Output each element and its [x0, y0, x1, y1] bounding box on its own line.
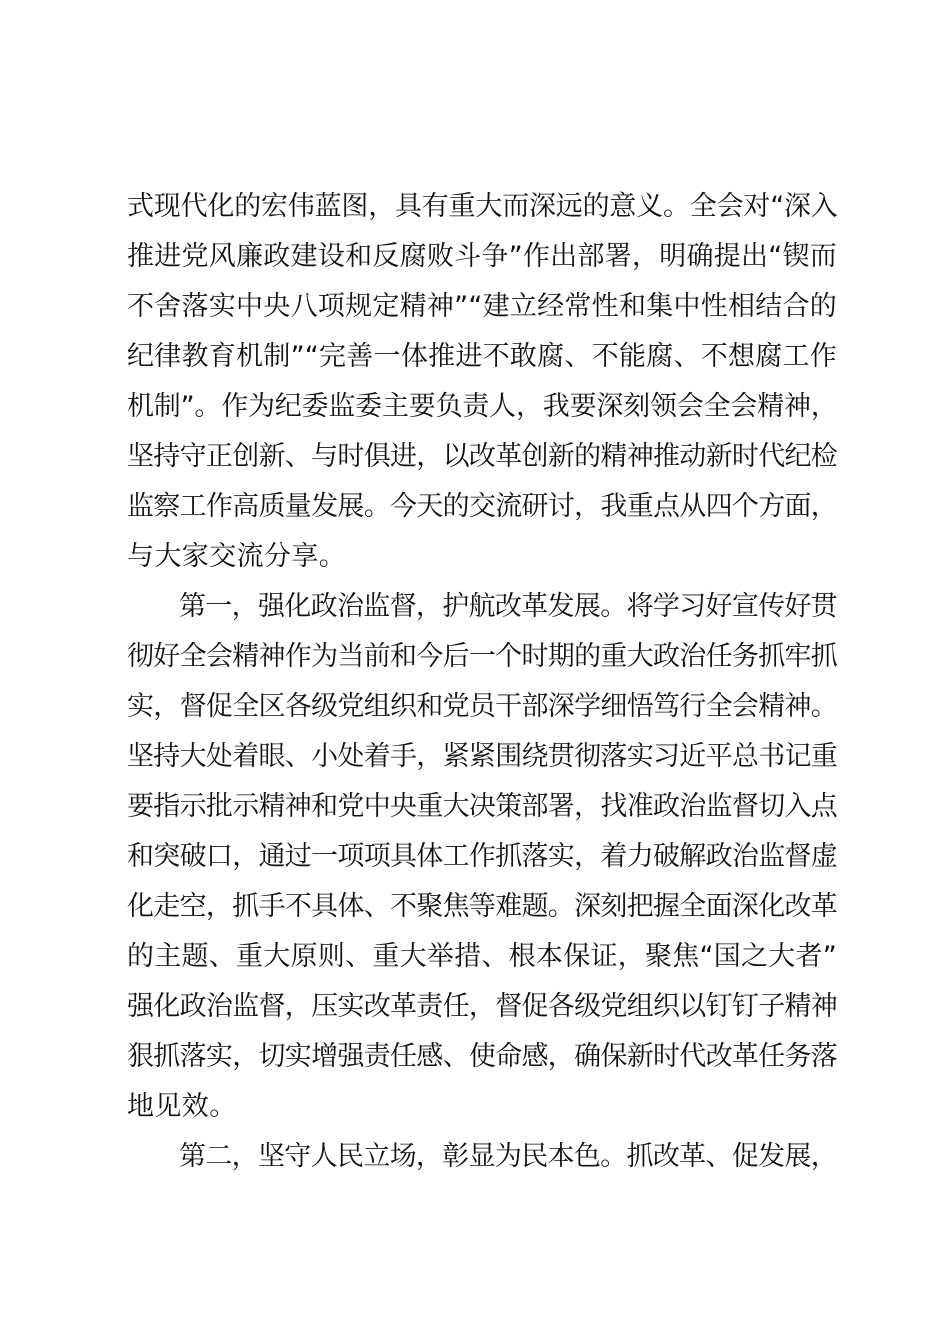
text-line: 和突破口，通过一项项具体工作抓落实，着力破解政治监督虚 — [127, 841, 837, 872]
paragraph-first-line: 第二，坚守人民立场，彰显为民本色。抓改革、促发展， — [179, 1141, 837, 1172]
text-line: 机制”。作为纪委监委主要负责人，我要深刻领会全会精神， — [127, 391, 838, 422]
text-line: 坚持大处着眼、小处着手，紧紧围绕贯彻落实习近平总书记重 — [127, 741, 837, 772]
paragraph-first-line: 第一，强化政治监督，护航改革发展。将学习好宣传好贯 — [179, 591, 837, 622]
text-line: 不舍落实中央八项规定精神”“建立经常性和集中性相结合的 — [127, 291, 837, 322]
text-line: 彻好全会精神作为当前和今后一个时期的重大政治任务抓牢抓 — [127, 641, 837, 672]
text-line: 狠抓落实，切实增强责任感、使命感，确保新时代改革任务落 — [127, 1041, 837, 1072]
text-line: 坚持守正创新、与时俱进，以改革创新的精神推动新时代纪检 — [127, 441, 837, 472]
text-line: 监察工作高质量发展。今天的交流研讨，我重点从四个方面， — [127, 491, 837, 522]
text-line: 地见效。 — [127, 1091, 237, 1122]
text-line: 的主题、重大原则、重大举措、根本保证，聚焦“国之大者” — [127, 941, 837, 972]
text-line: 推进党风廉政建设和反腐败斗争”作出部署，明确提出“锲而 — [127, 241, 837, 272]
text-line: 要指示批示精神和党中央重大决策部署，找准政治监督切入点 — [127, 791, 837, 822]
text-line: 纪律教育机制”“完善一体推进不敢腐、不能腐、不想腐工作 — [127, 341, 837, 372]
text-line: 式现代化的宏伟蓝图，具有重大而深远的意义。全会对“深入 — [127, 191, 838, 222]
body-text — [127, 182, 837, 1182]
text-line: 强化政治监督，压实改革责任，督促各级党组织以钉钉子精神 — [127, 991, 837, 1022]
text-line: 实，督促全区各级党组织和党员干部深学细悟笃行全会精神。 — [127, 691, 837, 722]
text-line: 与大家交流分享。 — [127, 541, 347, 572]
text-line: 化走空，抓手不具体、不聚焦等难题。深刻把握全面深化改革 — [127, 891, 837, 922]
